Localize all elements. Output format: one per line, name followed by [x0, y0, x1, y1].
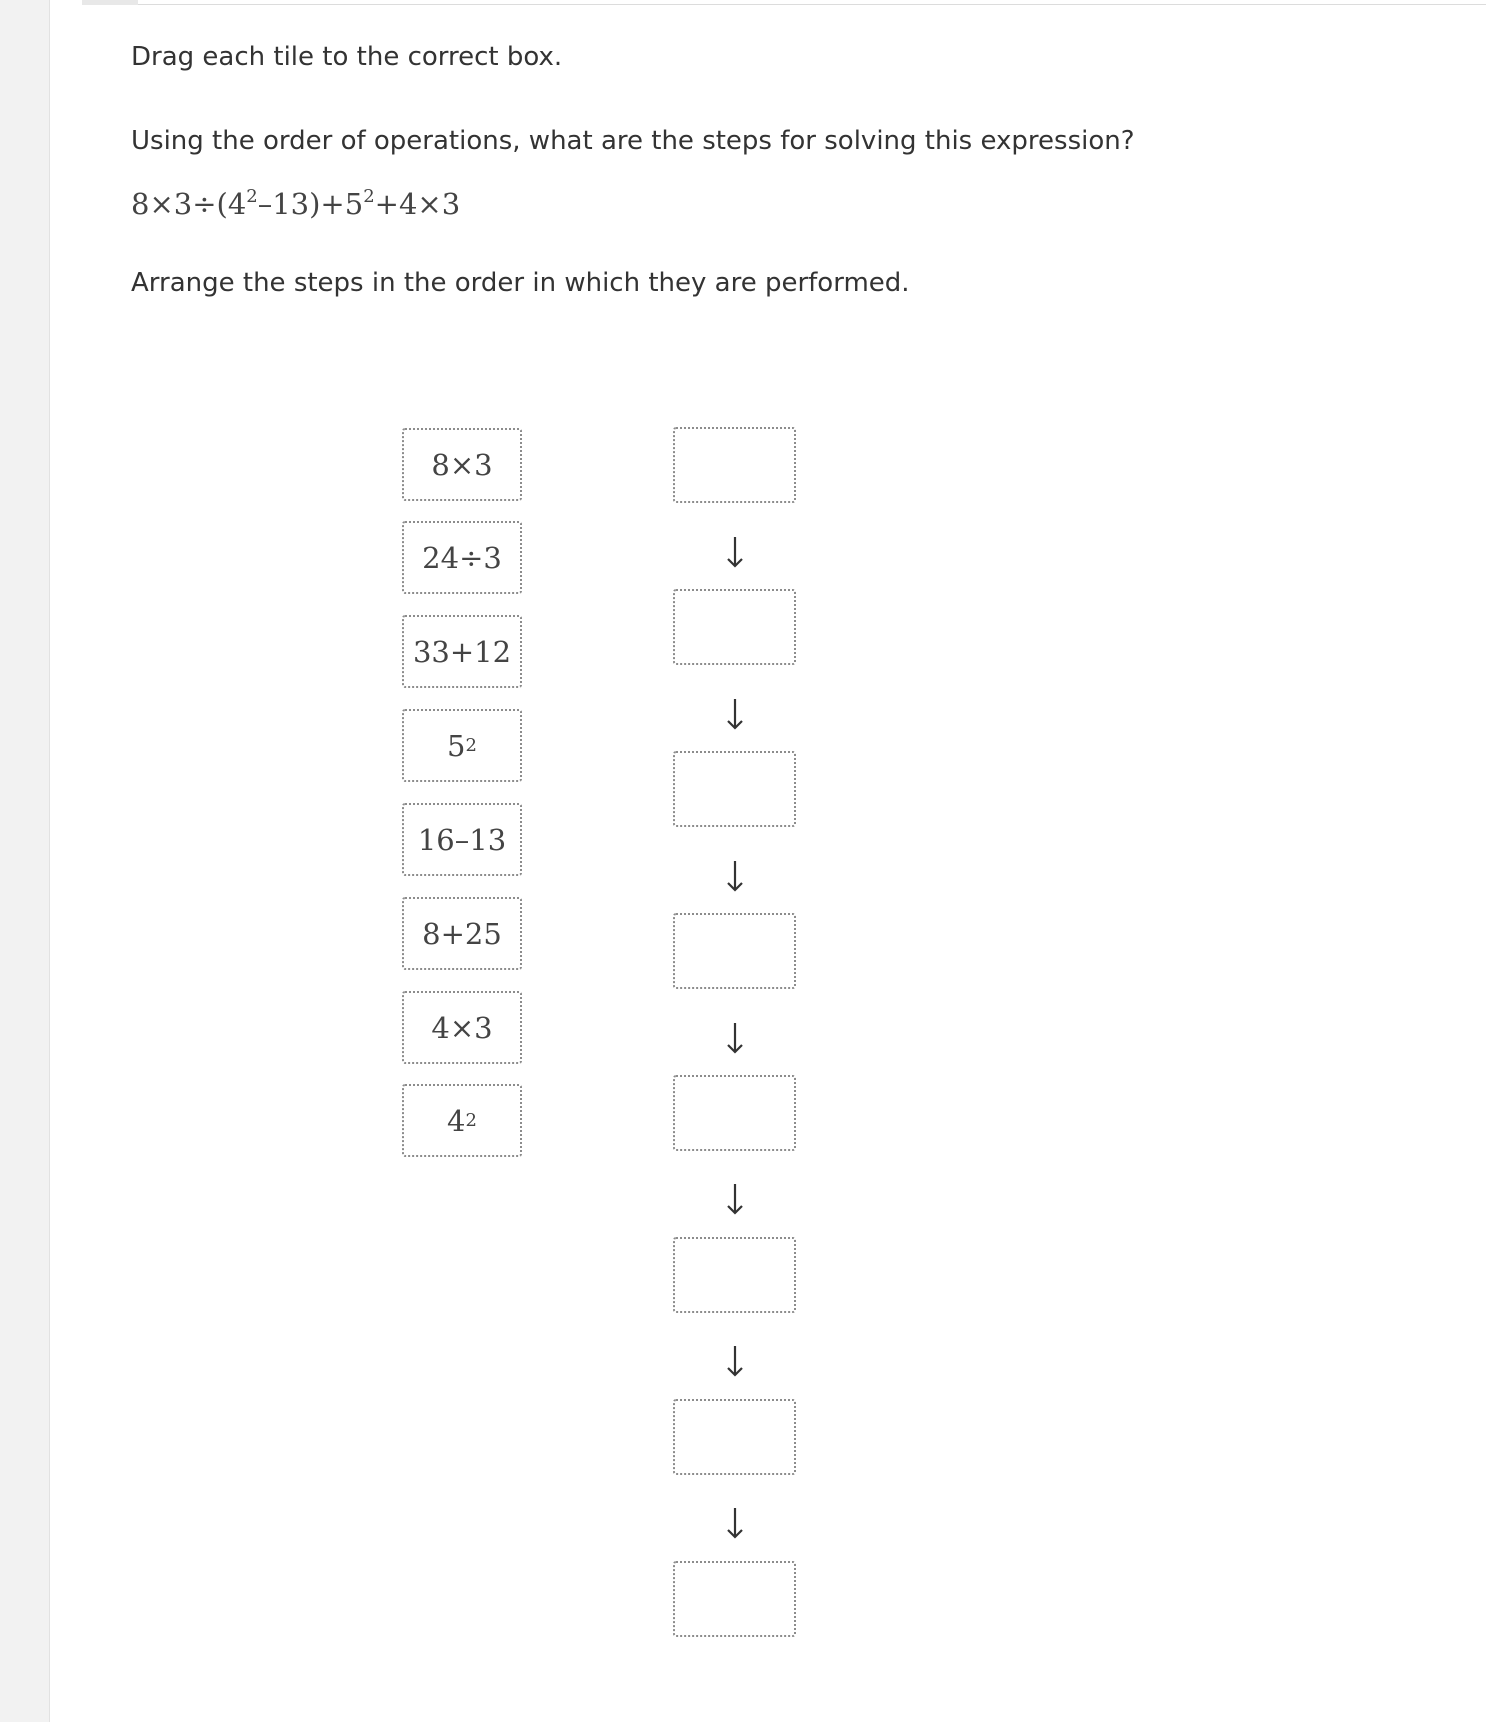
arrange-instruction: Arrange the steps in the order in which they are performed.	[131, 268, 910, 298]
expression-part-2: –13)+5	[257, 187, 364, 221]
tile-label: 5	[447, 728, 466, 763]
drop-slot-1[interactable]	[673, 427, 796, 503]
down-arrow-icon	[719, 697, 751, 731]
down-arrow-icon	[719, 1506, 751, 1540]
tile-label: 4	[447, 1103, 466, 1138]
down-arrow-icon	[719, 1344, 751, 1378]
tile-16-minus-13[interactable]	[402, 803, 522, 876]
drop-slot-3[interactable]	[673, 751, 796, 827]
tile-label: 16–13	[417, 822, 507, 857]
tile-label: 8×3	[431, 447, 493, 482]
top-tab-marker	[82, 0, 138, 5]
tile-33-plus-12[interactable]	[402, 615, 522, 688]
tile-label: 4×3	[431, 1010, 493, 1045]
drop-slot-6[interactable]	[673, 1237, 796, 1313]
tile-8-plus-25[interactable]	[402, 897, 522, 970]
down-arrow-icon	[719, 535, 751, 569]
drop-slot-5[interactable]	[673, 1075, 796, 1151]
expression-part-1: 8×3÷(4	[131, 187, 247, 221]
tile-24-div-3[interactable]	[402, 521, 522, 594]
down-arrow-icon	[719, 859, 751, 893]
tile-5-squared[interactable]: 5 2	[402, 709, 522, 782]
expression-exponent-1: 2	[246, 186, 258, 207]
tile-label: 24÷3	[422, 540, 502, 575]
tile-label: 8+25	[422, 916, 502, 951]
tile-label: 33+12	[412, 634, 512, 669]
drop-slot-8[interactable]	[673, 1561, 796, 1637]
top-divider	[82, 0, 1486, 5]
drag-instruction: Drag each tile to the correct box.	[131, 42, 563, 72]
question-text: Using the order of operations, what are the steps for solving this expression?	[131, 126, 1135, 156]
tile-4x3[interactable]	[402, 991, 522, 1064]
left-side-panel	[0, 0, 50, 1722]
down-arrow-icon	[719, 1021, 751, 1055]
down-arrow-icon	[719, 1182, 751, 1216]
drop-slot-2[interactable]	[673, 589, 796, 665]
expression-part-3: +4×3	[374, 187, 461, 221]
drop-slot-4[interactable]	[673, 913, 796, 989]
drop-slot-7[interactable]	[673, 1399, 796, 1475]
tile-8x3[interactable]	[402, 428, 522, 501]
expression-exponent-2: 2	[363, 186, 375, 207]
math-expression	[131, 184, 460, 224]
tile-4-squared[interactable]: 4 2	[402, 1084, 522, 1157]
